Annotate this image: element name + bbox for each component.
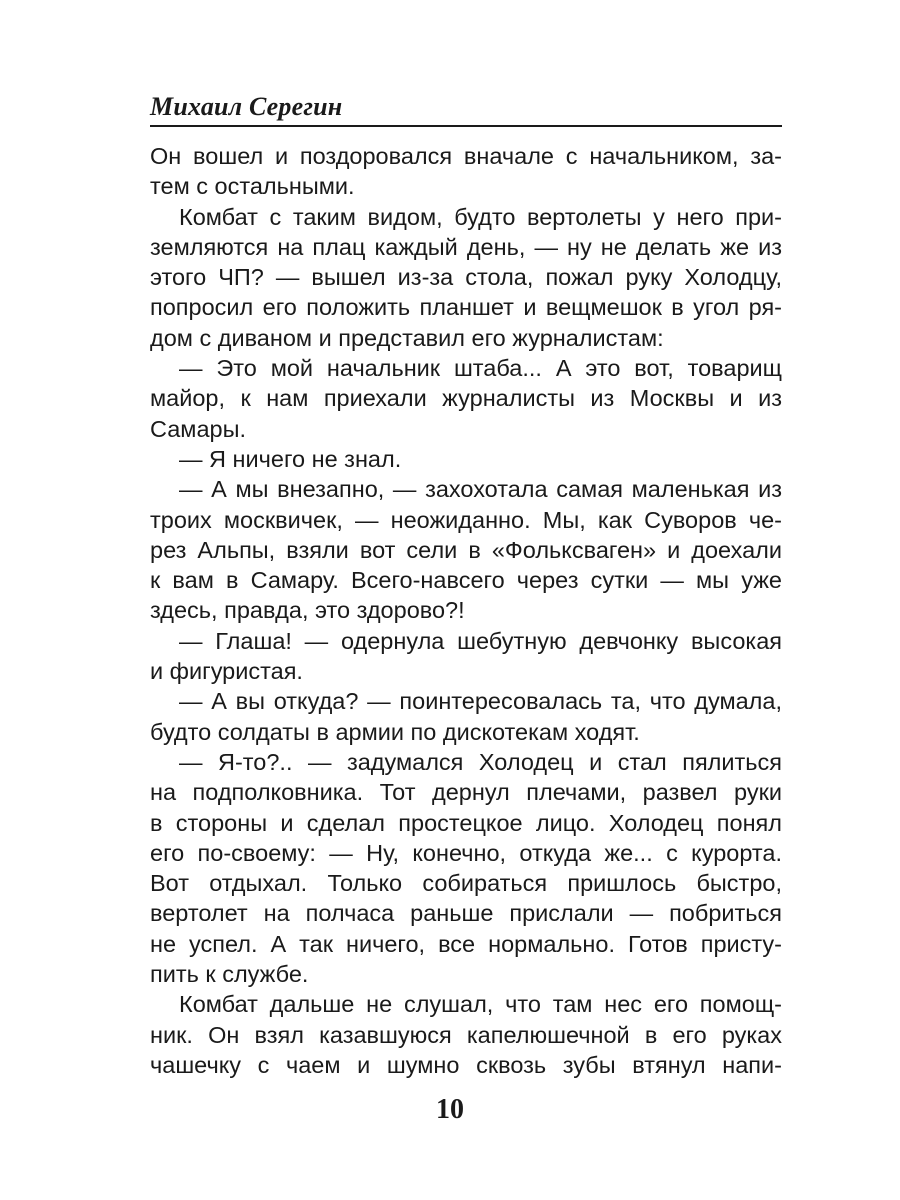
text-line: — Я ничего не знал.	[179, 445, 402, 472]
text-line: Вот отдыхал. Только собираться пришлось быстро,	[150, 870, 782, 897]
text-line: и фигуристая.	[150, 658, 303, 685]
text-line: рез Альпы, взяли вот сели в «Фольксваген» и доехали	[150, 536, 782, 563]
text-line: к вам в Самару. Всего-навсего через сутки — мы уже	[150, 567, 782, 594]
text-line: этого ЧП? — вышел из-за стола, пожал руку Холодцу,	[150, 264, 782, 291]
text-line: — А мы внезапно, — захохотала самая маленькая из	[179, 476, 782, 503]
text-line: — Глаша! — одернула шебутную девчонку высокая	[179, 627, 782, 654]
text-line: Самары.	[150, 415, 247, 442]
text-line: пить к службе.	[150, 961, 309, 988]
text-line: его по-своему: — Ну, конечно, откуда же... с курорта.	[150, 839, 782, 866]
text-line: чашечку с чаем и шумно сквозь зубы втянул напи-	[150, 1051, 782, 1078]
text-line: Он вошел и поздоровался вначале с начальником, за-	[150, 143, 782, 169]
text-line: ник. Он взял казавшуюся капелюшечной в его руках	[150, 1021, 782, 1048]
text-line: тем с остальными.	[150, 173, 355, 200]
text-line: будто солдаты в армии по дискотекам ходят.	[150, 718, 640, 745]
text-line: здесь, правда, это здорово?!	[150, 597, 465, 624]
text-line: в стороны и сделал простецкое лицо. Холодец понял	[150, 809, 782, 836]
text-line: троих москвичек, — неожиданно. Мы, как Суворов че-	[150, 506, 782, 533]
text-line: — А вы откуда? — поинтересовалась та, что думала,	[179, 688, 782, 715]
text-line: — Я-то?.. — задумался Холодец и стал пялиться	[179, 748, 782, 775]
text-line: Комбат дальше не слушал, что там нес его помощ-	[179, 991, 782, 1018]
page-number: 10	[436, 1094, 464, 1125]
text-body	[150, 141, 782, 1080]
text-line: попросил его положить планшет и вещмешок в угол ря-	[150, 294, 782, 321]
text-line: дом с диваном и представил его журналистам:	[150, 324, 664, 351]
text-line: — Это мой начальник штаба... А это вот, товарищ	[179, 355, 782, 382]
text-line: на подполковника. Тот дернул плечами, развел руки	[150, 779, 782, 806]
text-line: земляются на плац каждый день, — ну не делать же из	[150, 233, 782, 260]
header-rule	[150, 125, 782, 127]
text-line: Комбат с таким видом, будто вертолеты у него при-	[179, 203, 782, 230]
text-line: не успел. А так ничего, все нормально. Готов присту-	[150, 930, 782, 957]
running-head-author: Михаил Серегин	[150, 92, 343, 121]
text-line: вертолет на полчаса раньше прислали — побриться	[150, 900, 782, 927]
text-line: майор, к нам приехали журналисты из Москвы и из	[150, 385, 782, 412]
